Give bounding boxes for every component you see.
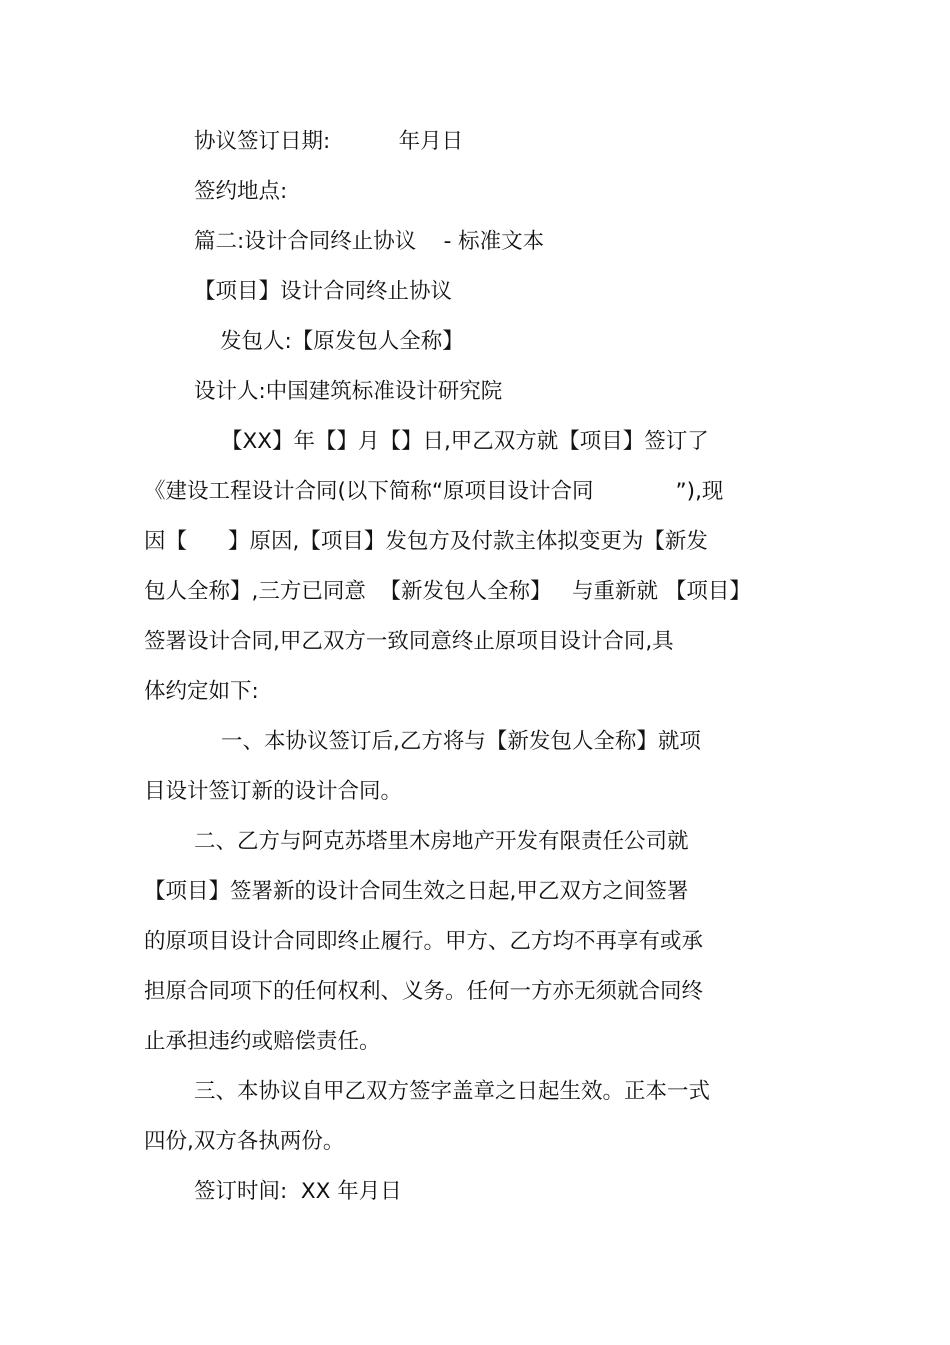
signing-date-line: 协议签订日期: 年月日: [194, 129, 464, 154]
body-paragraph-1-line-6: 体约定如下:: [144, 679, 259, 704]
clause-1-line-2: 目设计签订新的设计合同。: [144, 779, 403, 804]
signing-place-line: 签约地点:: [194, 179, 288, 204]
chapter-heading: 篇二:设计合同终止协议 - 标准文本: [194, 229, 545, 254]
clause-1-line-1: 一、本协议签订后,乙方将与【新发包人全称】就项: [221, 729, 701, 754]
clause-2-line-5: 止承担违约或赔偿责任。: [144, 1029, 381, 1054]
clause-3-line-2: 四份,双方各执两份。: [144, 1129, 345, 1154]
agreement-title: 【项目】设计合同终止协议: [194, 279, 453, 304]
body-paragraph-1-line-1: 【XX】年【】月【】日,甲乙双方就【项目】签订了: [221, 429, 709, 454]
clause-2-line-1: 二、乙方与阿克苏塔里木房地产开发有限责任公司就: [194, 829, 689, 854]
signing-time-line: 签订时间: XX 年月日: [194, 1179, 402, 1204]
contractor-line: 发包人:【原发包人全称】: [220, 329, 464, 354]
body-paragraph-1-line-5: 签署设计合同,甲乙双方一致同意终止原项目设计合同,具: [144, 629, 674, 654]
clause-3-line-1: 三、本协议自甲乙双方签字盖章之日起生效。正本一式: [194, 1079, 711, 1104]
body-paragraph-1-line-3: 因【 】原因,【项目】发包方及付款主体拟变更为【新发: [144, 529, 708, 554]
clause-2-line-3: 的原项目设计合同即终止履行。甲方、乙方均不再享有或承: [144, 929, 704, 954]
clause-2-line-2: 【项目】签署新的设计合同生效之日起,甲乙双方之间签署: [144, 879, 689, 904]
designer-line: 设计人:中国建筑标准设计研究院: [194, 379, 503, 404]
body-paragraph-1-line-4: 包人全称】,三方已同意 【新发包人全称】 与重新就 【项目】: [144, 579, 751, 604]
clause-2-line-4: 担原合同项下的任何权利、义务。任何一方亦无须就合同终: [144, 979, 704, 1004]
body-paragraph-1-line-2: 《建设工程设计合同(以下简称“原项目设计合同 ”),现: [144, 479, 724, 504]
